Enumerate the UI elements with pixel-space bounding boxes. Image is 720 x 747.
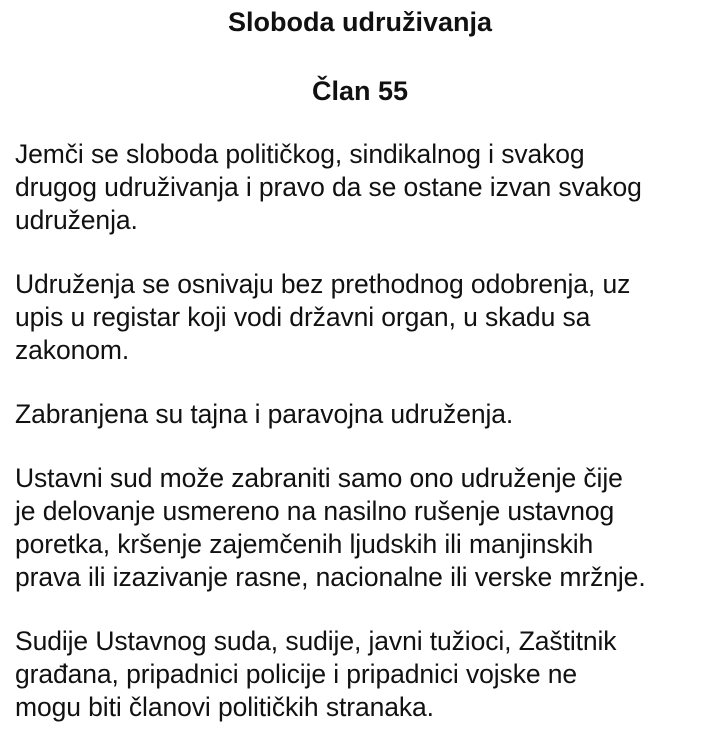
section-title: Sloboda udruživanja — [227, 7, 493, 37]
paragraph-line: upis u registar koji vodi državni organ, u skadu sa — [15, 302, 591, 332]
paragraph-line: građana, pripadnici policije i pripadnici vojske ne — [15, 659, 578, 689]
paragraph-line: mogu biti članovi političkih stranaka. — [15, 692, 434, 722]
paragraph-line: Ustavni sud može zabraniti samo ono udruženje čije — [15, 463, 623, 493]
paragraph-2 — [15, 268, 711, 367]
paragraph-1 — [15, 138, 711, 237]
paragraph-line: Udruženja se osnivaju bez prethodnog odobrenja, uz — [15, 269, 631, 299]
paragraph-3 — [15, 398, 711, 431]
paragraph-line: je delovanje usmereno na nasilno rušenje ustavnog — [15, 496, 615, 526]
article-title: Član 55 — [311, 76, 409, 106]
paragraph-line: poretka, kršenje zajemčenih ljudskih ili manjinskih — [15, 529, 594, 559]
paragraph-line: drugog udruživanja i pravo da se ostane izvan svakog — [15, 172, 642, 202]
paragraph-line: prava ili izazivanje rasne, nacionalne ili verske mržnje. — [15, 562, 646, 592]
paragraph-4 — [15, 462, 711, 594]
paragraph-line: Sudije Ustavnog suda, sudije, javni tužioci, Zaštitnik — [15, 626, 617, 656]
paragraph-5 — [15, 625, 711, 724]
paragraph-line: Jemči se sloboda političkog, sindikalnog i svakog — [15, 139, 585, 169]
paragraph-line: zakonom. — [15, 335, 130, 365]
paragraph-line: Zabranjena su tajna i paravojna udruženja. — [15, 399, 514, 429]
paragraph-line: udruženja. — [15, 205, 138, 235]
